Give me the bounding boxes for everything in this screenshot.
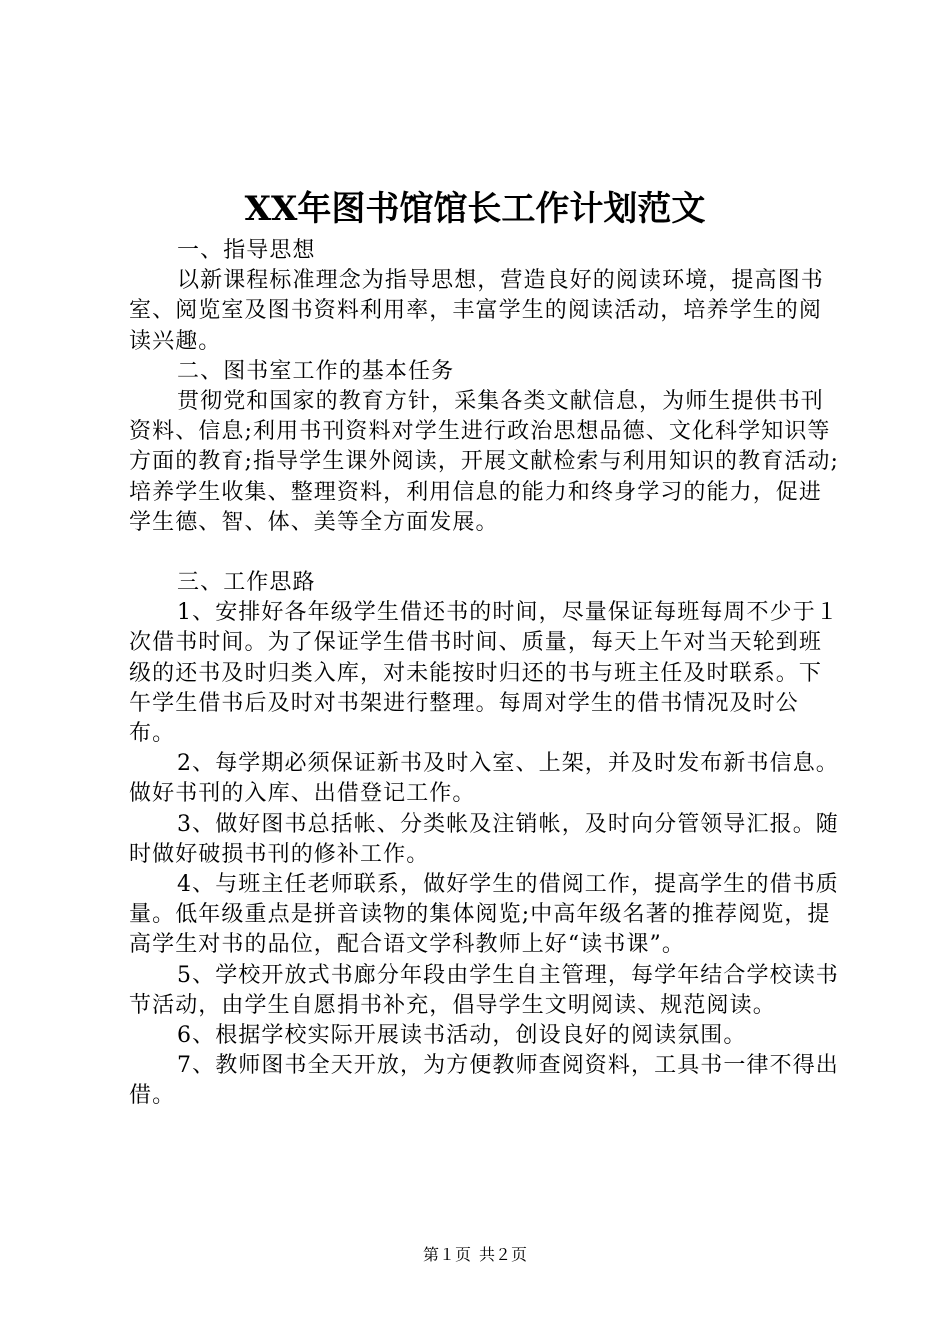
list-item-work-idea-4: 4、与班主任老师联系，做好学生的借阅工作，提高学生的借书质量。低年级重点是拼音读物的集体阅览;中高年级名著的推荐阅览，提高学生对书的品位，配合语文学科教师上好“读书课”。 — [129, 872, 839, 958]
document-body — [129, 236, 841, 1112]
list-item-work-idea-6: 6、根据学校实际开展读书活动，创设良好的阅读氛围。 — [177, 1023, 747, 1049]
list-item-work-idea-2: 2、每学期必须保证新书及时入室、上架，并及时发布新书信息。做好书刊的入库、出借登记工作。 — [129, 751, 839, 807]
section-heading-work-ideas: 三、工作思路 — [177, 570, 316, 596]
section-heading-guiding-ideology: 一、指导思想 — [177, 238, 316, 263]
paragraph-basic-tasks: 贯彻党和国家的教育方针，采集各类文献信息，为师生提供书刊资料、信息;利用书刊资料对学生进行政治思想品德、文化科学知识等方面的教育;指导学生课外阅读，开展文献检索与利用知识的教育活动;培养学生收集、整理资料，利用信息的能力和终身学习的能力，促进学生德、智、体、美等全方面发展。 — [129, 389, 840, 535]
section-heading-basic-tasks: 二、图书室工作的基本任务 — [177, 358, 455, 384]
paragraph-spacer — [129, 538, 841, 568]
paragraph-guiding-ideology: 以新课程标准理念为指导思想，营造良好的阅读环境，提高图书室、阅览室及图书资料利用率，丰富学生的阅读活动，培养学生的阅读兴趣。 — [129, 268, 824, 354]
page-number-total: 共２页 — [479, 1245, 528, 1264]
list-item-work-idea-7: 7、教师图书全天开放，为方便教师查阅资料，工具书一律不得出借。 — [129, 1053, 839, 1109]
page-number-current: 第１页 — [422, 1245, 471, 1264]
document-title: XX年图书馆馆长工作计划范文 — [244, 189, 706, 229]
list-item-work-idea-3: 3、做好图书总括帐、分类帐及注销帐，及时向分管领导汇报。随时做好破损书刊的修补工作。 — [129, 811, 839, 867]
page-footer — [0, 1244, 950, 1266]
list-item-work-idea-1: 1、安排好各年级学生借还书的时间，尽量保证每班每周不少于１次借书时间。为了保证学生借书时间、质量，每天上午对当天轮到班级的还书及时归类入库，对未能按时归还的书与班主任及时联系。下午学生借书后及时对书架进行整理。每周对学生的借书情况及时公布。 — [129, 600, 839, 747]
list-item-work-idea-5: 5、学校开放式书廊分年段由学生自主管理，每学年结合学校读书节活动，由学生自愿捐书补充，倡导学生文明阅读、规范阅读。 — [129, 962, 839, 1018]
